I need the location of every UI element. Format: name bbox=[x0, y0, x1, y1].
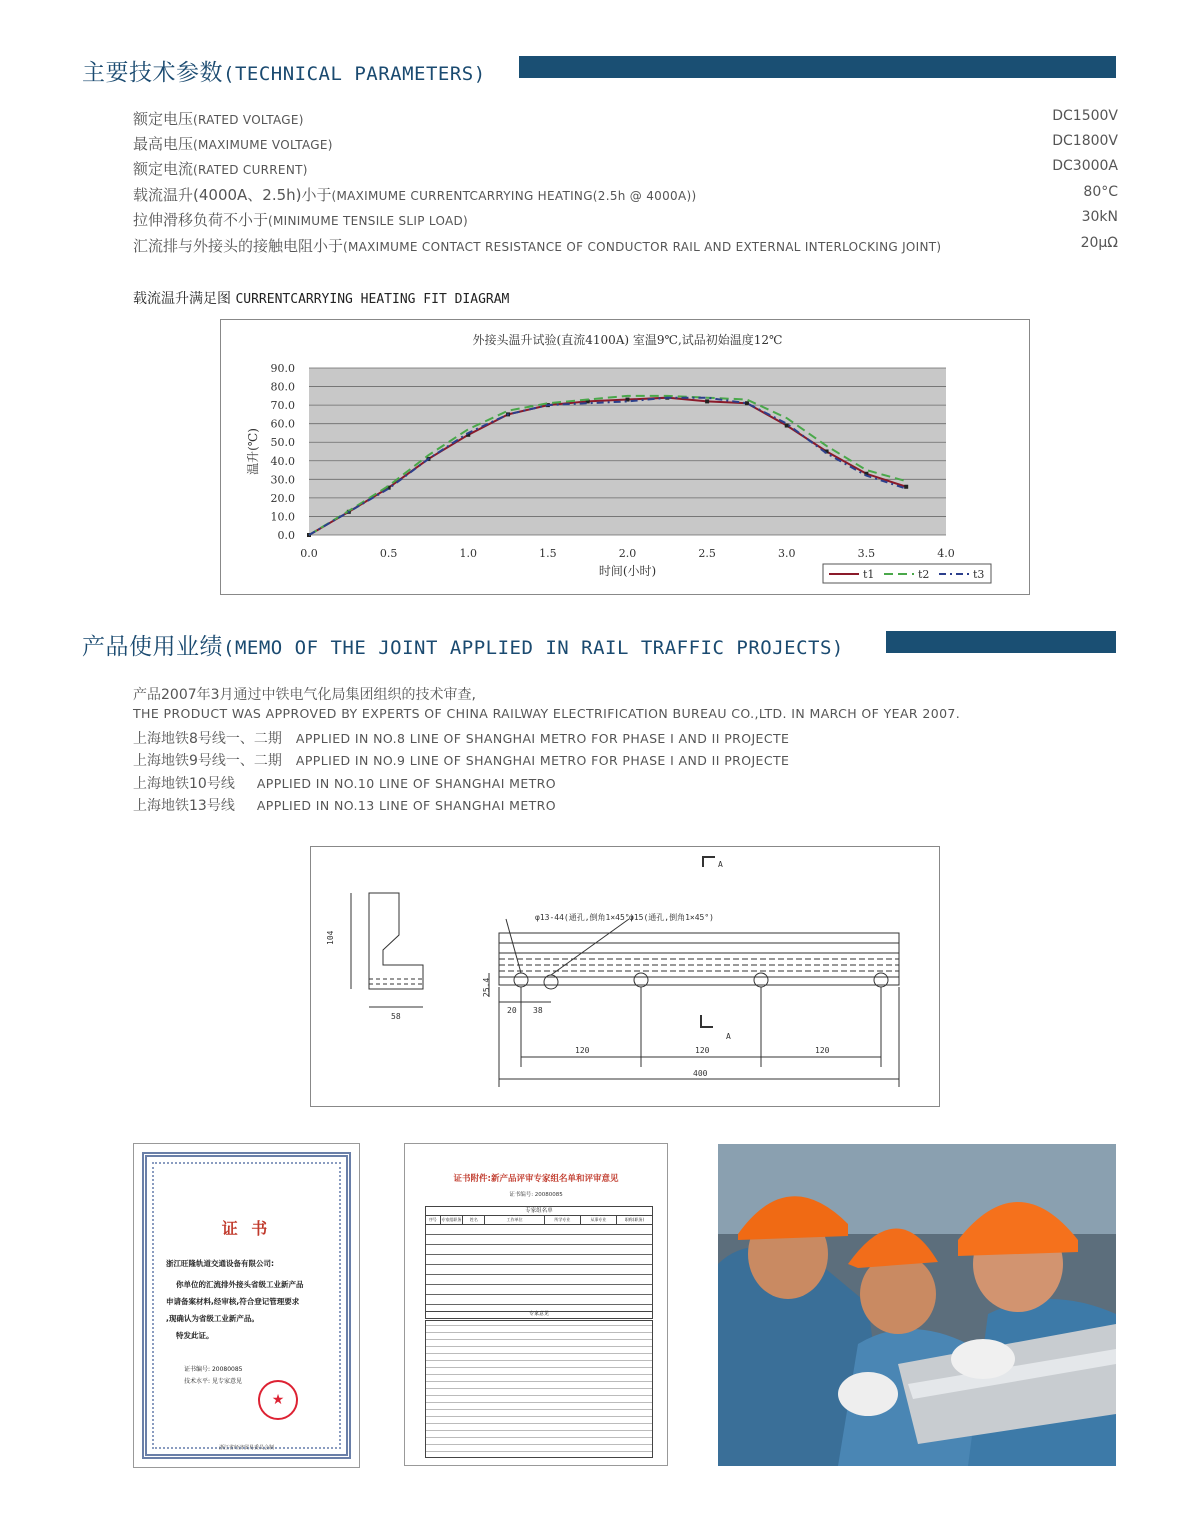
expert-table-header-cell: 从事专业 bbox=[581, 1216, 617, 1224]
y-tick-label: 0.0 bbox=[277, 529, 295, 542]
x-axis-label: 时间(小时) bbox=[598, 564, 657, 578]
expert-table-title: 专家组名单 bbox=[426, 1207, 652, 1216]
x-tick-label: 2.0 bbox=[618, 547, 637, 560]
parameter-row bbox=[133, 158, 1118, 182]
certificate-body bbox=[166, 1276, 304, 1344]
dim-120-c: 120 bbox=[815, 1046, 830, 1055]
parameter-row bbox=[133, 133, 1118, 157]
parameter-label-en: (MAXIMUME VOLTAGE) bbox=[193, 138, 333, 152]
expert-table-header-cell: 姓名 bbox=[463, 1216, 485, 1224]
memo-line-cn: 产品2007年3月通过中铁电气化局集团组织的技术审查, bbox=[133, 687, 476, 703]
expert-table-header-cell: 专家组职务 bbox=[441, 1217, 462, 1222]
y-tick-label: 30.0 bbox=[270, 473, 295, 487]
diagram-title bbox=[133, 288, 509, 308]
review-cert-number: 证书编号: 20080085 bbox=[509, 1192, 563, 1198]
x-tick-label: 3.0 bbox=[778, 547, 796, 560]
legend-label-t2: t2 bbox=[918, 568, 930, 581]
certificate-number: 证书编号: 20080085 bbox=[184, 1366, 243, 1373]
series-t1-point bbox=[904, 485, 908, 489]
parameter-label-cn: 载流温升(4000A、2.5h)小于 bbox=[133, 186, 332, 204]
opinion-text-block bbox=[425, 1320, 653, 1458]
technical-title-cn: 主要技术参数 bbox=[82, 60, 223, 86]
parameter-label bbox=[133, 235, 941, 256]
expert-table bbox=[425, 1206, 653, 1312]
y-tick-label: 40.0 bbox=[270, 454, 295, 468]
memo-line-en: APPLIED IN NO.9 LINE OF SHANGHAI METRO FOR PHASE I AND II PROJECTE bbox=[295, 753, 790, 768]
workers-installing-joint-photo bbox=[718, 1144, 1116, 1466]
x-tick-label: 3.5 bbox=[857, 547, 876, 560]
parameter-label-en: (MAXIMUME CURRENTCARRYING HEATING(2.5h @ 4000A)) bbox=[331, 189, 697, 203]
memo-line-cn: 上海地铁8号线一、二期 bbox=[133, 731, 282, 747]
parameter-label-en: (MINIMUME TENSILE SLIP LOAD) bbox=[268, 214, 469, 228]
memo-line-en: APPLIED IN NO.10 LINE OF SHANGHAI METRO bbox=[256, 776, 556, 791]
chart-title: 外接头温升试验(直流4100A) 室温9℃,试品初始温度12℃ bbox=[472, 333, 783, 347]
memo-line bbox=[133, 773, 556, 793]
memo-line bbox=[133, 684, 476, 704]
diagram-title-cn: 载流温升满足图 bbox=[133, 291, 231, 307]
x-tick-label: 1.0 bbox=[459, 547, 477, 560]
official-seal: ★ bbox=[258, 1380, 298, 1420]
expert-table-header-cell: 工作单位 bbox=[485, 1216, 544, 1224]
parameter-label-en: (RATED CURRENT) bbox=[193, 163, 308, 177]
expert-table-header-cell: 职称(职务) bbox=[624, 1217, 645, 1222]
memo-line-en: APPLIED IN NO.8 LINE OF SHANGHAI METRO FOR PHASE I AND II PROJECTE bbox=[295, 731, 790, 746]
parameter-label-en: (MAXIMUME CONTACT RESISTANCE OF CONDUCTOR RAIL AND EXTERNAL INTERLOCKING JOINT) bbox=[343, 240, 942, 254]
parameter-value: DC3000A bbox=[1052, 158, 1118, 174]
expert-table-rows bbox=[426, 1225, 652, 1311]
parameter-label bbox=[133, 184, 696, 205]
certificate-body-line: 你单位的汇流排外接头省级工业新产品 bbox=[176, 1280, 304, 1289]
expert-table-header bbox=[426, 1216, 652, 1225]
dim-104: 104 bbox=[326, 930, 335, 945]
series-t1-point bbox=[705, 399, 709, 403]
diagram-title-en: CURRENTCARRYING HEATING FIT DIAGRAM bbox=[235, 292, 510, 307]
expert-table-header-cell: 所学专业 bbox=[545, 1216, 581, 1224]
memo-section-title bbox=[82, 628, 844, 661]
technical-title-en: (TECHNICAL PARAMETERS) bbox=[223, 63, 486, 85]
memo-line bbox=[133, 750, 789, 770]
parameter-label bbox=[133, 209, 468, 230]
memo-line bbox=[133, 795, 556, 815]
certificate-body-line: 特发此证。 bbox=[176, 1331, 214, 1340]
dim-20: 20 bbox=[507, 1006, 517, 1015]
parameter-label-cn: 拉伸滑移负荷不小于 bbox=[133, 211, 269, 229]
technical-title-bar bbox=[519, 56, 1116, 78]
expert-review-document bbox=[404, 1143, 668, 1466]
memo-line-cn: 上海地铁13号线 bbox=[133, 798, 235, 814]
parameter-label-cn: 最高电压 bbox=[133, 135, 194, 153]
parameter-row bbox=[133, 235, 1118, 259]
parameter-value: 30kN bbox=[1081, 209, 1118, 225]
hole-callout-2: φ15(通孔,倒角1×45°) bbox=[629, 913, 714, 922]
profile-outline bbox=[369, 893, 423, 989]
memo-line bbox=[133, 728, 789, 748]
parameter-value: DC1500V bbox=[1052, 108, 1118, 124]
dim-120-a: 120 bbox=[575, 1046, 590, 1055]
certificate-company: 浙江旺隆轨道交通设备有限公司: bbox=[166, 1259, 274, 1268]
expert-table-header-cell: 序号 bbox=[426, 1216, 441, 1224]
parameter-value: 20μΩ bbox=[1080, 235, 1118, 251]
certificate-body-line: ,现确认为省级工业新产品。 bbox=[166, 1314, 259, 1323]
opinion-title: 专家意见 bbox=[425, 1310, 653, 1319]
parameter-row bbox=[133, 108, 1118, 132]
legend-label-t1: t1 bbox=[863, 568, 875, 581]
x-tick-label: 0.0 bbox=[300, 547, 318, 560]
dim-120-b: 120 bbox=[695, 1046, 710, 1055]
x-tick-label: 4.0 bbox=[937, 547, 955, 560]
parameter-row bbox=[133, 184, 1118, 208]
section-label-top: A bbox=[718, 860, 723, 869]
heating-chart-svg bbox=[221, 320, 1029, 594]
parameter-value: DC1800V bbox=[1052, 133, 1118, 149]
memo-line-cn: 上海地铁9号线一、二期 bbox=[133, 753, 282, 769]
plot-area bbox=[309, 368, 946, 535]
certificate-level: 技术水平: 见专家意见 bbox=[184, 1378, 242, 1385]
legend-label-t3: t3 bbox=[973, 568, 985, 581]
drawing-svg bbox=[311, 847, 939, 1106]
memo-title-bar bbox=[886, 631, 1116, 653]
parameter-label bbox=[133, 158, 308, 179]
certificate-body-line: 申请备案材料,经审核,符合登记管理要求 bbox=[166, 1297, 300, 1306]
parameter-row bbox=[133, 209, 1118, 233]
memo-line bbox=[133, 706, 960, 722]
y-tick-label: 90.0 bbox=[270, 362, 295, 375]
photo-illustration bbox=[718, 1144, 1116, 1466]
dim-38: 38 bbox=[533, 1006, 543, 1015]
parameter-label bbox=[133, 108, 304, 129]
parameter-label-cn: 额定电流 bbox=[133, 160, 194, 178]
memo-line-cn: 上海地铁10号线 bbox=[133, 776, 235, 792]
x-tick-label: 1.5 bbox=[539, 547, 557, 560]
review-title: 证书附件:新产品评审专家组名单和评审意见 bbox=[453, 1174, 619, 1184]
series-t1-point bbox=[745, 401, 749, 405]
memo-title-cn: 产品使用业绩 bbox=[82, 634, 223, 660]
x-tick-label: 0.5 bbox=[379, 547, 398, 560]
x-tick-label: 2.5 bbox=[698, 547, 716, 560]
series-t1-point bbox=[785, 424, 789, 428]
dim-58: 58 bbox=[391, 1012, 401, 1021]
product-certificate bbox=[133, 1143, 360, 1468]
section-label-bottom: A bbox=[726, 1032, 731, 1041]
parameter-label bbox=[133, 133, 333, 154]
y-tick-label: 80.0 bbox=[270, 380, 295, 394]
memo-line-en: THE PRODUCT WAS APPROVED BY EXPERTS OF CHINA RAILWAY ELECTRIFICATION BUREAU CO.,LTD. IN MARCH OF YEAR 2007. bbox=[133, 706, 961, 721]
technical-section-title bbox=[82, 54, 486, 87]
hole-callout-1: φ13-44(通孔,倒角1×45°) bbox=[535, 913, 635, 922]
memo-title-en: (MEMO OF THE JOINT APPLIED IN RAIL TRAFFIC PROJECTS) bbox=[223, 637, 844, 659]
heating-chart bbox=[220, 319, 1030, 595]
y-tick-label: 10.0 bbox=[270, 510, 295, 524]
y-tick-label: 70.0 bbox=[270, 399, 295, 413]
memo-line-en: APPLIED IN NO.13 LINE OF SHANGHAI METRO bbox=[256, 798, 556, 813]
dim-25: 25.4 bbox=[482, 977, 491, 997]
joint-engineering-drawing bbox=[310, 846, 940, 1107]
parameter-value: 80°C bbox=[1083, 184, 1118, 200]
parameter-label-cn: 汇流排与外接头的接触电阻小于 bbox=[133, 237, 344, 255]
parameter-label-cn: 额定电压 bbox=[133, 110, 194, 128]
y-tick-label: 50.0 bbox=[270, 436, 295, 450]
certificate-title: 证 书 bbox=[221, 1219, 272, 1238]
parameter-label-en: (RATED VOLTAGE) bbox=[193, 113, 304, 127]
y-axis-label: 温升(℃) bbox=[246, 428, 260, 475]
dim-400: 400 bbox=[693, 1069, 708, 1078]
y-tick-label: 60.0 bbox=[270, 417, 295, 431]
y-tick-label: 20.0 bbox=[270, 491, 295, 505]
certificate-footer: 浙江省经济贸易委员会制 bbox=[218, 1445, 274, 1451]
